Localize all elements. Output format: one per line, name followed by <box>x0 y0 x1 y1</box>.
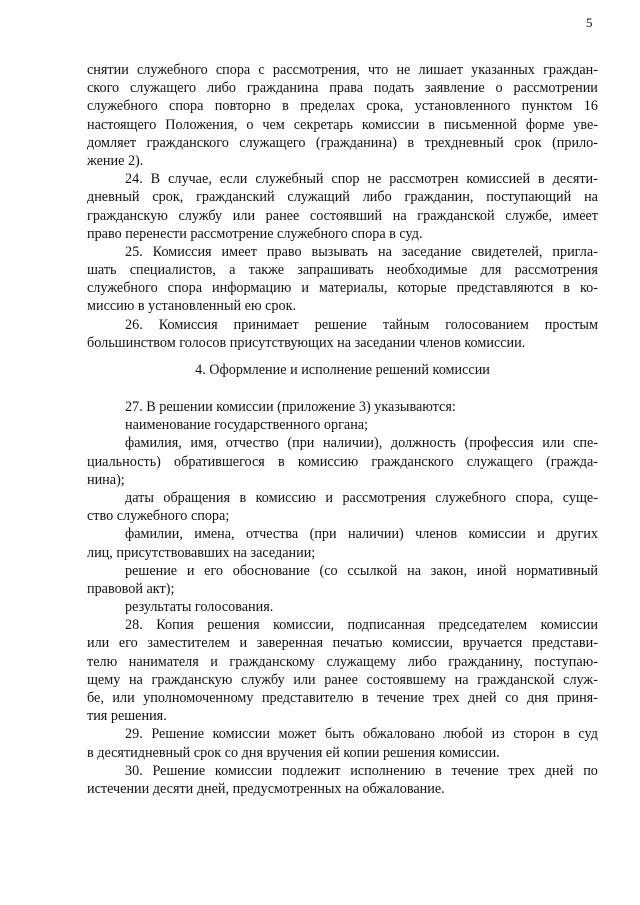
text-line: 24. В случае, если служебный спор не рассмотрен комиссией в десяти- <box>125 171 598 188</box>
text-line: снятии служебного спора с рассмотрения, что не лишает указанных граждан- <box>87 62 598 78</box>
text-line: гражданскую службу или ранее состоявший на гражданской службе, имеет <box>87 207 598 224</box>
text-line: фамилии, имена, отчества (при наличии) членов комиссии и других <box>125 526 598 543</box>
text-line: жение 2). <box>87 152 144 169</box>
text-line: тия решения. <box>87 708 167 725</box>
text-line: лиц, присутствовавших на заседании; <box>87 544 316 561</box>
text-line: ского служащего либо гражданина права подать заявление о рассмотрении <box>87 80 598 97</box>
text-line: телю нанимателя и гражданскому служащему либо гражданину, поступаю- <box>87 653 598 670</box>
text-line: большинством голосов присутствующих на заседании членов комиссии. <box>87 334 526 351</box>
text-line: результаты голосования. <box>125 599 274 616</box>
text-line: решение и его обоснование (со ссылкой на закон, иной нормативный <box>125 562 598 579</box>
text-line: 27. В решении комиссии (приложение 3) указываются: <box>125 399 456 415</box>
text-block-paragraphs-23-26 <box>87 61 598 352</box>
text-line: домляет гражданского служащего (гражданина) в трехдневный срок (прило- <box>87 134 598 151</box>
text-line: настоящего Положения, о чем секретарь комиссии в письменной форме уве- <box>87 116 598 133</box>
text-line: щему на гражданскую службу или ранее состоявшему на гражданской служ- <box>87 671 598 688</box>
page-number: 5 <box>586 15 593 30</box>
text-line: право перенести рассмотрение служебного спора в суд. <box>87 225 423 242</box>
text-line: циальность) обратившегося в комиссию гражданского служащего (гражда- <box>87 453 598 470</box>
section-heading: 4. Оформление и исполнение решений комиссии <box>195 362 490 378</box>
text-line: служебного спора информацию и материалы, которые представляются в ко- <box>87 280 598 297</box>
text-line: 30. Решение комиссии подлежит исполнению в течение трех дней по <box>125 762 598 779</box>
text-line: дневный срок, гражданский служащий либо гражданин, поступающий на <box>87 189 598 206</box>
text-line: или его заместителем и заверенная печатью комиссии, вручается представи- <box>87 635 598 652</box>
text-line: 25. Комиссия имеет право вызывать на заседание свидетелей, пригла- <box>125 243 598 260</box>
text-line: миссию в установленный ею срок. <box>87 298 297 315</box>
text-line: фамилия, имя, отчество (при наличии), должность (профессия или спе- <box>125 435 598 452</box>
text-line: бе, или уполномоченному представителю в течение трех дней со дня приня- <box>87 690 598 706</box>
text-line: в десятидневный срок со дня вручения ей копии решения комиссии. <box>87 744 500 761</box>
text-block-paragraphs-27-30 <box>87 398 598 798</box>
text-line: наименование государственного органа; <box>125 417 369 434</box>
text-line: правовой акт); <box>87 580 175 597</box>
text-line: нина); <box>87 471 125 488</box>
text-line: 26. Комиссия принимает решение тайным голосованием простым <box>125 316 598 333</box>
text-line: истечении десяти дней, предусмотренных на обжалование. <box>87 780 445 797</box>
text-line: 29. Решение комиссии может быть обжаловано любой из сторон в суд <box>125 726 598 743</box>
text-line: 28. Копия решения комиссии, подписанная председателем комиссии <box>125 617 598 634</box>
text-line: шать специалистов, а также запрашивать необходимые для рассмотрения <box>87 262 598 279</box>
text-line: ство служебного спора; <box>87 508 230 525</box>
text-line: служебного спора повторно в пределах срока, установленного пунктом 16 <box>87 98 598 115</box>
text-line: даты обращения в комиссию и рассмотрения служебного спора, суще- <box>125 489 598 506</box>
